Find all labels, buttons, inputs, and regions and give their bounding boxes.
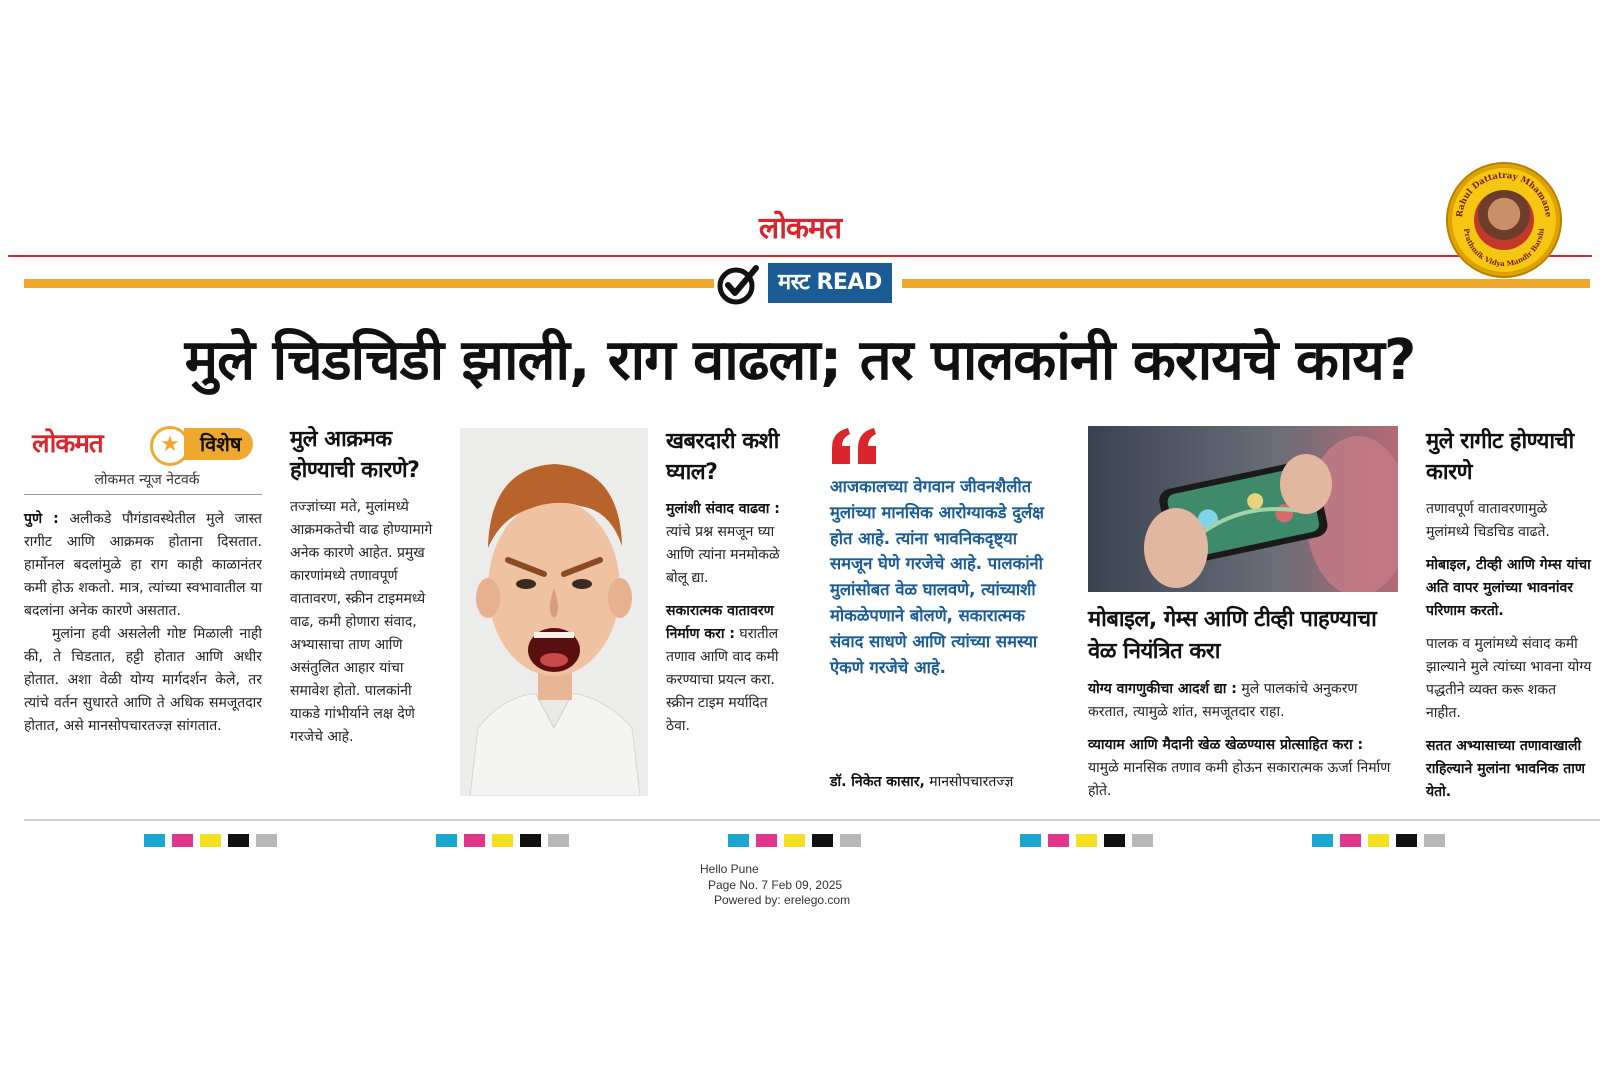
color-swatch [464, 834, 485, 847]
lead-story [24, 508, 262, 738]
color-swatch [784, 834, 805, 847]
section-heading: मुले रागीट होण्याची कारणे [1426, 429, 1574, 485]
quote-author [830, 772, 1060, 791]
must-read-tag: मस्ट READ [768, 263, 892, 303]
color-swatch [520, 834, 541, 847]
gold-rule [902, 279, 1590, 288]
color-swatch [1076, 834, 1097, 847]
tip-text: घरातील तणाव आणि वाद कमी करण्याचा प्रयत्न करा. स्क्रीन टाइम मर्यादित ठेवा. [666, 626, 779, 734]
dateline: पुणे : [24, 511, 59, 527]
tip-text: त्यांचे प्रश्न समजून घ्या आणि त्यांना मनमोकळे बोलू द्या. [666, 524, 780, 586]
anger-causes-column [1426, 426, 1594, 814]
byline: लोकमत न्यूज नेटवर्क [94, 472, 200, 488]
divider [24, 494, 262, 495]
lead-paragraph [24, 508, 262, 623]
section-heading: खबरदारी कशी घ्याल? [666, 429, 779, 485]
color-swatch [256, 834, 277, 847]
tip-text: मुले पालकांचे अनुकरण करतात, त्यामुळे शांत, समजूतदार राहा. [1088, 681, 1358, 720]
color-swatch [492, 834, 513, 847]
footer-powered-by: Powered by: erelego.com [714, 893, 851, 907]
tip-lead: मुलांशी संवाद वाढवा : [666, 501, 780, 517]
masthead-logo: लोकमत [758, 211, 842, 246]
tip-text: यामुळे मानसिक तणाव कमी होऊन सकारात्मक ऊर्जा निर्माण होते. [1088, 760, 1391, 799]
tip-lead: सकारात्मक वातावरण निर्माण करा : [666, 603, 774, 642]
svg-text:Prathmik Vidya Mandir Barshi: Prathmik Vidya Mandir Barshi [1462, 227, 1546, 269]
color-swatch [548, 834, 569, 847]
section-heading: मोबाइल, गेम्स आणि टीव्ही पाहण्याचा वेळ नियंत्रित करा [1088, 607, 1377, 664]
mobile-gaming-photo [1088, 426, 1398, 592]
tip [666, 600, 796, 738]
page-footer [700, 862, 900, 909]
footer-page-date: Page No. 7 Feb 09, 2025 [708, 877, 843, 892]
color-swatch [1396, 834, 1417, 847]
paragraph-bold [1426, 554, 1594, 623]
color-swatch [1132, 834, 1153, 847]
color-swatch [144, 834, 165, 847]
color-swatch [436, 834, 457, 847]
section-heading: मुले आक्रमक होण्याची कारणे? [290, 427, 420, 483]
tip [666, 498, 796, 590]
color-swatch [728, 834, 749, 847]
seal-portrait [1474, 190, 1534, 250]
star-icon: ★ [150, 426, 190, 466]
screen-time-column [1088, 678, 1398, 813]
color-swatch [200, 834, 221, 847]
author-name: डॉ. निकेत कासार, [830, 774, 925, 790]
paragraph-text: अलीकडे पौगंडावस्थेतील मुले जास्त रागीट आणि आक्रमक होताना दिसतात. हार्मोनल बदलांमुळे हा राग काही काळानंतर कमी होऊ शकतो. मात्र, त्यांच्या स्वभावातील या बदलांना अनेक कारणे असतात. [24, 511, 263, 619]
paragraph: तणावपूर्ण वातावरणामुळे मुलांमध्ये चिडचिड वाढते. [1426, 501, 1550, 540]
svg-text:Rahul Dattatray Mhamane: Rahul Dattatray Mhamane [1454, 170, 1553, 218]
color-swatch [172, 834, 193, 847]
page-headline: मुले चिडचिडी झाली, राग वाढला; तर पालकांनी करायचे काय? [184, 328, 1416, 393]
tip-lead: योग्य वागणुकीचा आदर्श द्या : [1088, 681, 1237, 697]
paragraph-bold [1426, 735, 1594, 804]
masthead-rule [8, 255, 1592, 257]
color-swatch [1424, 834, 1445, 847]
tip [1088, 734, 1398, 803]
color-swatch [228, 834, 249, 847]
color-swatch [1104, 834, 1125, 847]
color-swatch [1340, 834, 1361, 847]
bold-text: मोबाइल, टीव्ही आणि गेम्स यांचा अति वापर मुलांच्या भावनांवर परिणाम करतो. [1426, 557, 1591, 619]
bottom-rule [24, 819, 1600, 821]
vishesh-badge [32, 424, 262, 464]
color-swatch [1020, 834, 1041, 847]
pull-quote: आजकालच्या वेगवान जीवनशैलीत मुलांच्या मानसिक आरोग्याकडे दुर्लक्ष होत आहे. त्यांना भावनिकदृष्ट्या समजून घेणे गरजेचे आहे. पालकांनी मुलांसोबत वेळ घालवणे, त्यांच्याशी मोकळेपणाने बोलणे, सकारात्मक संवाद साधणे आणि त्यांच्या समस्या ऐकणे गरजेचे आहे. [830, 477, 1044, 677]
color-swatch [812, 834, 833, 847]
paragraph: मुलांना हवी असलेली गोष्ट मिळाली नाही की, ते चिडतात, हट्टी होतात आणि अधीर होतात. अशा वेळी योग्य मार्गदर्शन केले, तर त्यांचे वर्तन सुधारते आणि ते अधिक समजूतदार होतात, असे मानसोपचारतज्ज्ञ सांगतात. [24, 626, 262, 734]
color-swatch [756, 834, 777, 847]
paragraph: पालक व मुलांमध्ये संवाद कमी झाल्याने मुले त्यांच्या भावना योग्य पद्धतीने व्यक्त करू शकत नाहीत. [1426, 636, 1592, 721]
color-swatch [1312, 834, 1333, 847]
tip [1088, 678, 1398, 724]
school-seal [1448, 164, 1560, 276]
angry-child-photo [460, 428, 648, 796]
gold-rule [24, 279, 714, 288]
color-swatch [840, 834, 861, 847]
precautions-column [666, 426, 796, 748]
checkmark-icon [716, 262, 760, 306]
author-role: मानसोपचारतज्ज्ञ [929, 774, 1014, 790]
bold-text: सतत अभ्यासाच्या तणावाखाली राहिल्याने मुलांना भावनिक ताण येतो. [1426, 738, 1585, 800]
color-swatch [1368, 834, 1389, 847]
footer-edition: Hello Pune [700, 862, 759, 876]
color-swatch [1048, 834, 1069, 847]
quote-icon [830, 426, 880, 466]
tip-lead: व्यायाम आणि मैदानी खेळ खेळण्यास प्रोत्साहित करा : [1088, 737, 1364, 753]
badge-word: विशेष [184, 428, 253, 460]
causes-column [290, 424, 440, 759]
badge-brand: लोकमत [32, 429, 103, 459]
paragraph: तज्ज्ञांच्या मते, मुलांमध्ये आक्रमकतेची वाढ होण्यामागे अनेक कारणे आहेत. प्रमुख कारणांमध्ये तणावपूर्ण वातावरण, स्क्रीन टाइममध्ये वाढ, कमी होणारा संवाद, अभ्यासाचा ताण आणि असंतुलित आहार यांचा समावेश होतो. पालकांनी याकडे गांभीर्याने लक्ष देणे गरजेचे आहे. [290, 499, 433, 745]
